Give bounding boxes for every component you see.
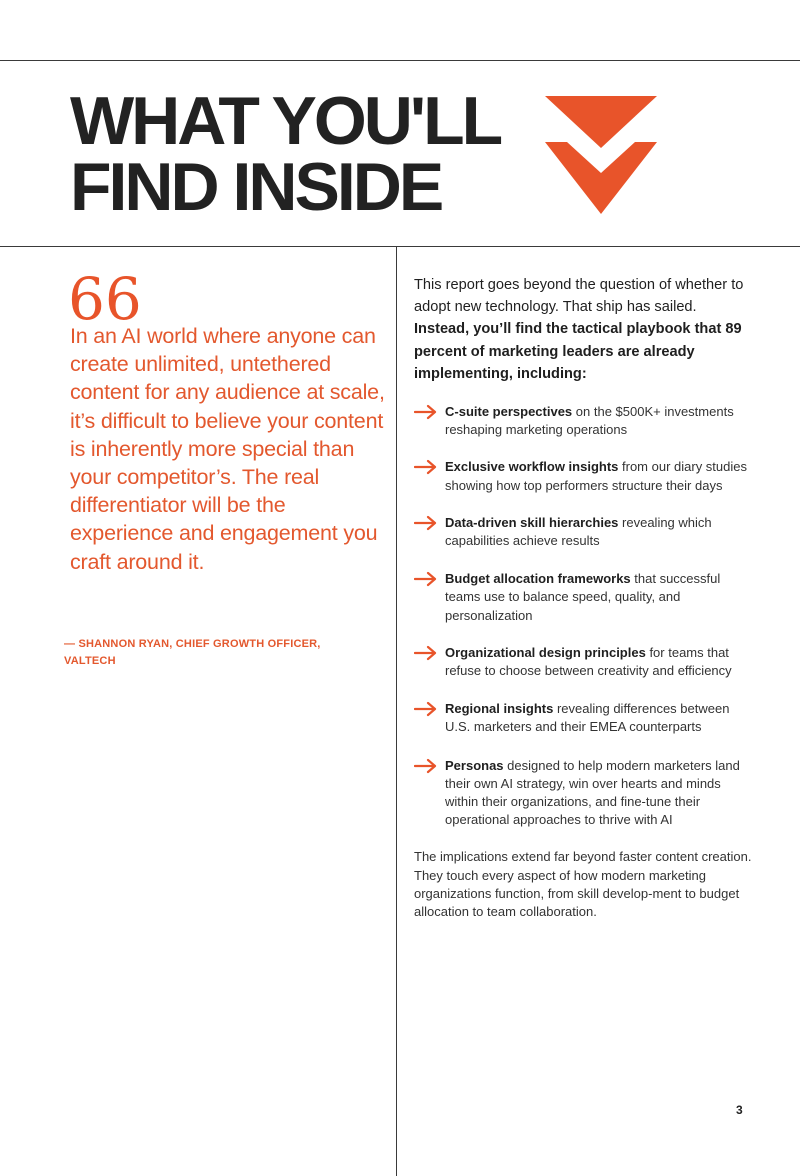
arrow-right-icon (414, 701, 438, 717)
feature-text: revealing which capabilities achieve results (445, 514, 712, 549)
quote-attribution: — SHANNON RYAN, CHIEF GROWTH OFFICER, VALTECH (64, 638, 321, 667)
feature-title: Regional insights (445, 701, 554, 717)
closing-paragraph: The implications extend far beyond faster content creation. They touch every aspect of how modern marketing organizations function, from skill develop-ment to budget allocation to team collaboration. (414, 849, 752, 920)
column-divider (396, 246, 397, 1176)
arrow-right-icon (414, 645, 438, 661)
intro-paragraph (414, 274, 754, 385)
section-divider (0, 246, 800, 247)
feature-item (414, 514, 754, 550)
feature-item (414, 403, 754, 439)
feature-title: Personas (445, 757, 504, 773)
feature-title: Organizational design principles (445, 644, 646, 660)
feature-text: designed to help modern marketers land their own AI strategy, win over hearts and minds within their organizations, and fine-tune their operational approaches to thrive with AI (445, 757, 740, 828)
feature-text: that successful teams use to balance speed, quality, and personalization (445, 571, 721, 623)
title-line-1: WHAT YOU'LL (70, 83, 501, 159)
feature-text: for teams that refuse to choose between creativity and efficiency (445, 644, 732, 679)
feature-text: on the $500K+ investments reshaping marketing operations (445, 404, 734, 438)
arrow-right-icon (414, 571, 438, 587)
top-divider (0, 60, 800, 61)
feature-title: C-suite perspectives (445, 404, 573, 420)
arrow-right-icon (414, 404, 438, 420)
feature-text: from our diary studies showing how top performers structure their days (445, 459, 747, 493)
feature-item (414, 700, 754, 736)
feature-item (414, 570, 754, 625)
pull-quote: In an AI world where anyone can create unlimited, untethered content for any audience at scale, it’s difficult to believe your content is inherently more special than your competitor’s. The real differentiator will be the experience and engagement you craft around it. (70, 324, 385, 574)
double-chevron-down-icon (545, 96, 657, 216)
feature-title: Data-driven skill hierarchies (445, 514, 619, 530)
page-title (70, 83, 501, 225)
arrow-right-icon (414, 758, 438, 774)
intro-bold: Instead, you’ll find the tactical playbook that 89 percent of marketing leaders are already implementing, including: (414, 321, 742, 382)
page-number: 3 (736, 1103, 743, 1117)
quote-mark-icon: 66 (68, 265, 142, 333)
feature-title: Exclusive workflow insights (445, 459, 619, 475)
arrow-right-icon (414, 515, 438, 531)
feature-text: revealing differences between U.S. marketers and their EMEA counterparts (445, 701, 730, 735)
intro-plain: This report goes beyond the question of whether to adopt new technology. That ship has sailed. (414, 277, 744, 316)
feature-item (414, 458, 754, 494)
arrow-right-icon (414, 459, 438, 475)
feature-item (414, 757, 754, 830)
feature-title: Budget allocation frameworks (445, 571, 631, 587)
feature-item (414, 644, 754, 680)
feature-list (414, 403, 754, 829)
right-column (414, 274, 754, 921)
title-line-2: FIND INSIDE (70, 149, 442, 225)
